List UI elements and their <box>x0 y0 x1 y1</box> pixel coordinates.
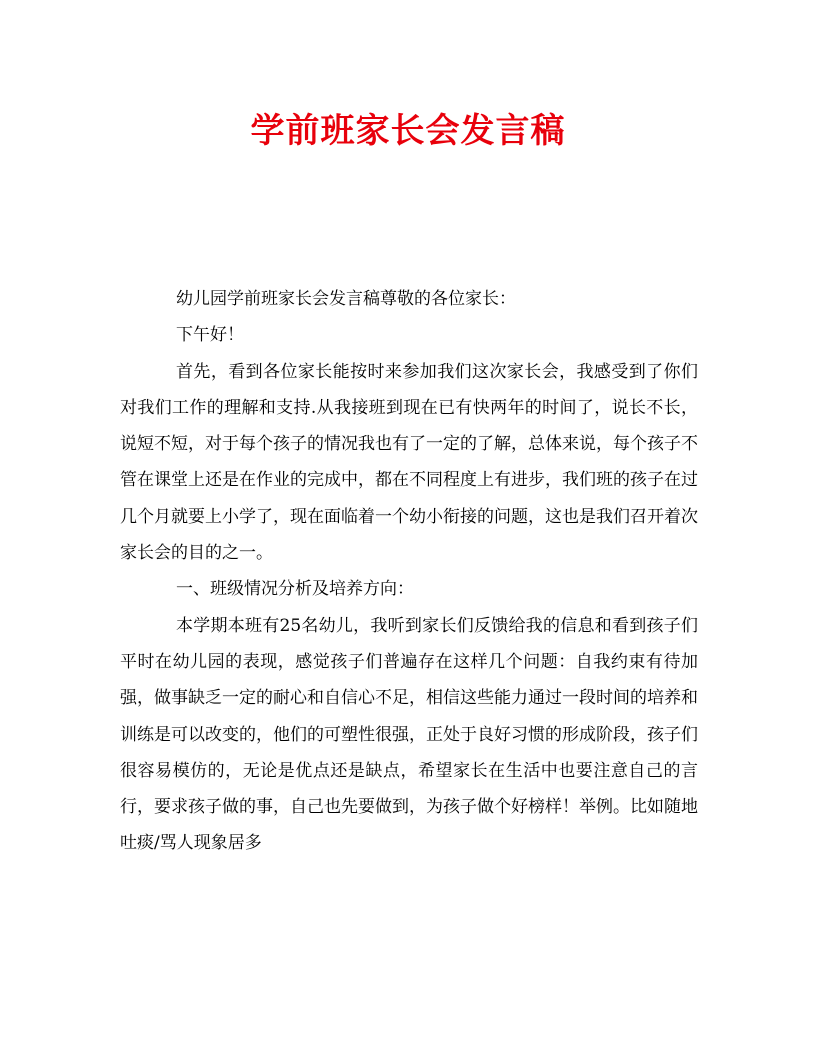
paragraph-introduction: 首先，看到各位家长能按时来参加我们这次家长会，我感受到了你们对我们工作的理解和支持.从我接班到现在已有快两年的时间了，说长不长，说短不短，对于每个孩子的情况我也有了一定的了解，总体来说，每个孩子不管在课堂上还是在作业的完成中，都在不同程度上有进步，我们班的孩子在过几个月就要上小学了，现在面临着一个幼小衔接的问题，这也是我们召开着次家长会的目的之一。 <box>120 361 698 564</box>
paragraph-greeting: 下午好！ <box>176 325 244 346</box>
document-title: 学前班家长会发言稿 <box>250 111 566 151</box>
paragraph-greeting-heading: 幼儿园学前班家长会发言稿尊敬的各位家长： <box>176 289 516 309</box>
paragraph-class-analysis: 本学期本班有25名幼儿，我听到家长们反馈给我的信息和看到孩子们平时在幼儿园的表现，感觉孩子们普遍存在这样几个问题：自我约束有待加强，做事缺乏一定的耐心和自信心不足，相信这些能力通过一段时间的培养和训练是可以改变的，他们的可塑性很强，正处于良好习惯的形成阶段，孩子们很容易模仿的，无论是优点还是缺点，希望家长在生活中也要注意自己的言行，要求孩子做的事，自己也先要做到，为孩子做个好榜样！举例。比如随地吐痰/骂人现象居多 <box>120 615 698 854</box>
paragraph-section-heading: 一、班级情况分析及培养方向： <box>176 579 414 600</box>
document-body <box>120 281 698 862</box>
